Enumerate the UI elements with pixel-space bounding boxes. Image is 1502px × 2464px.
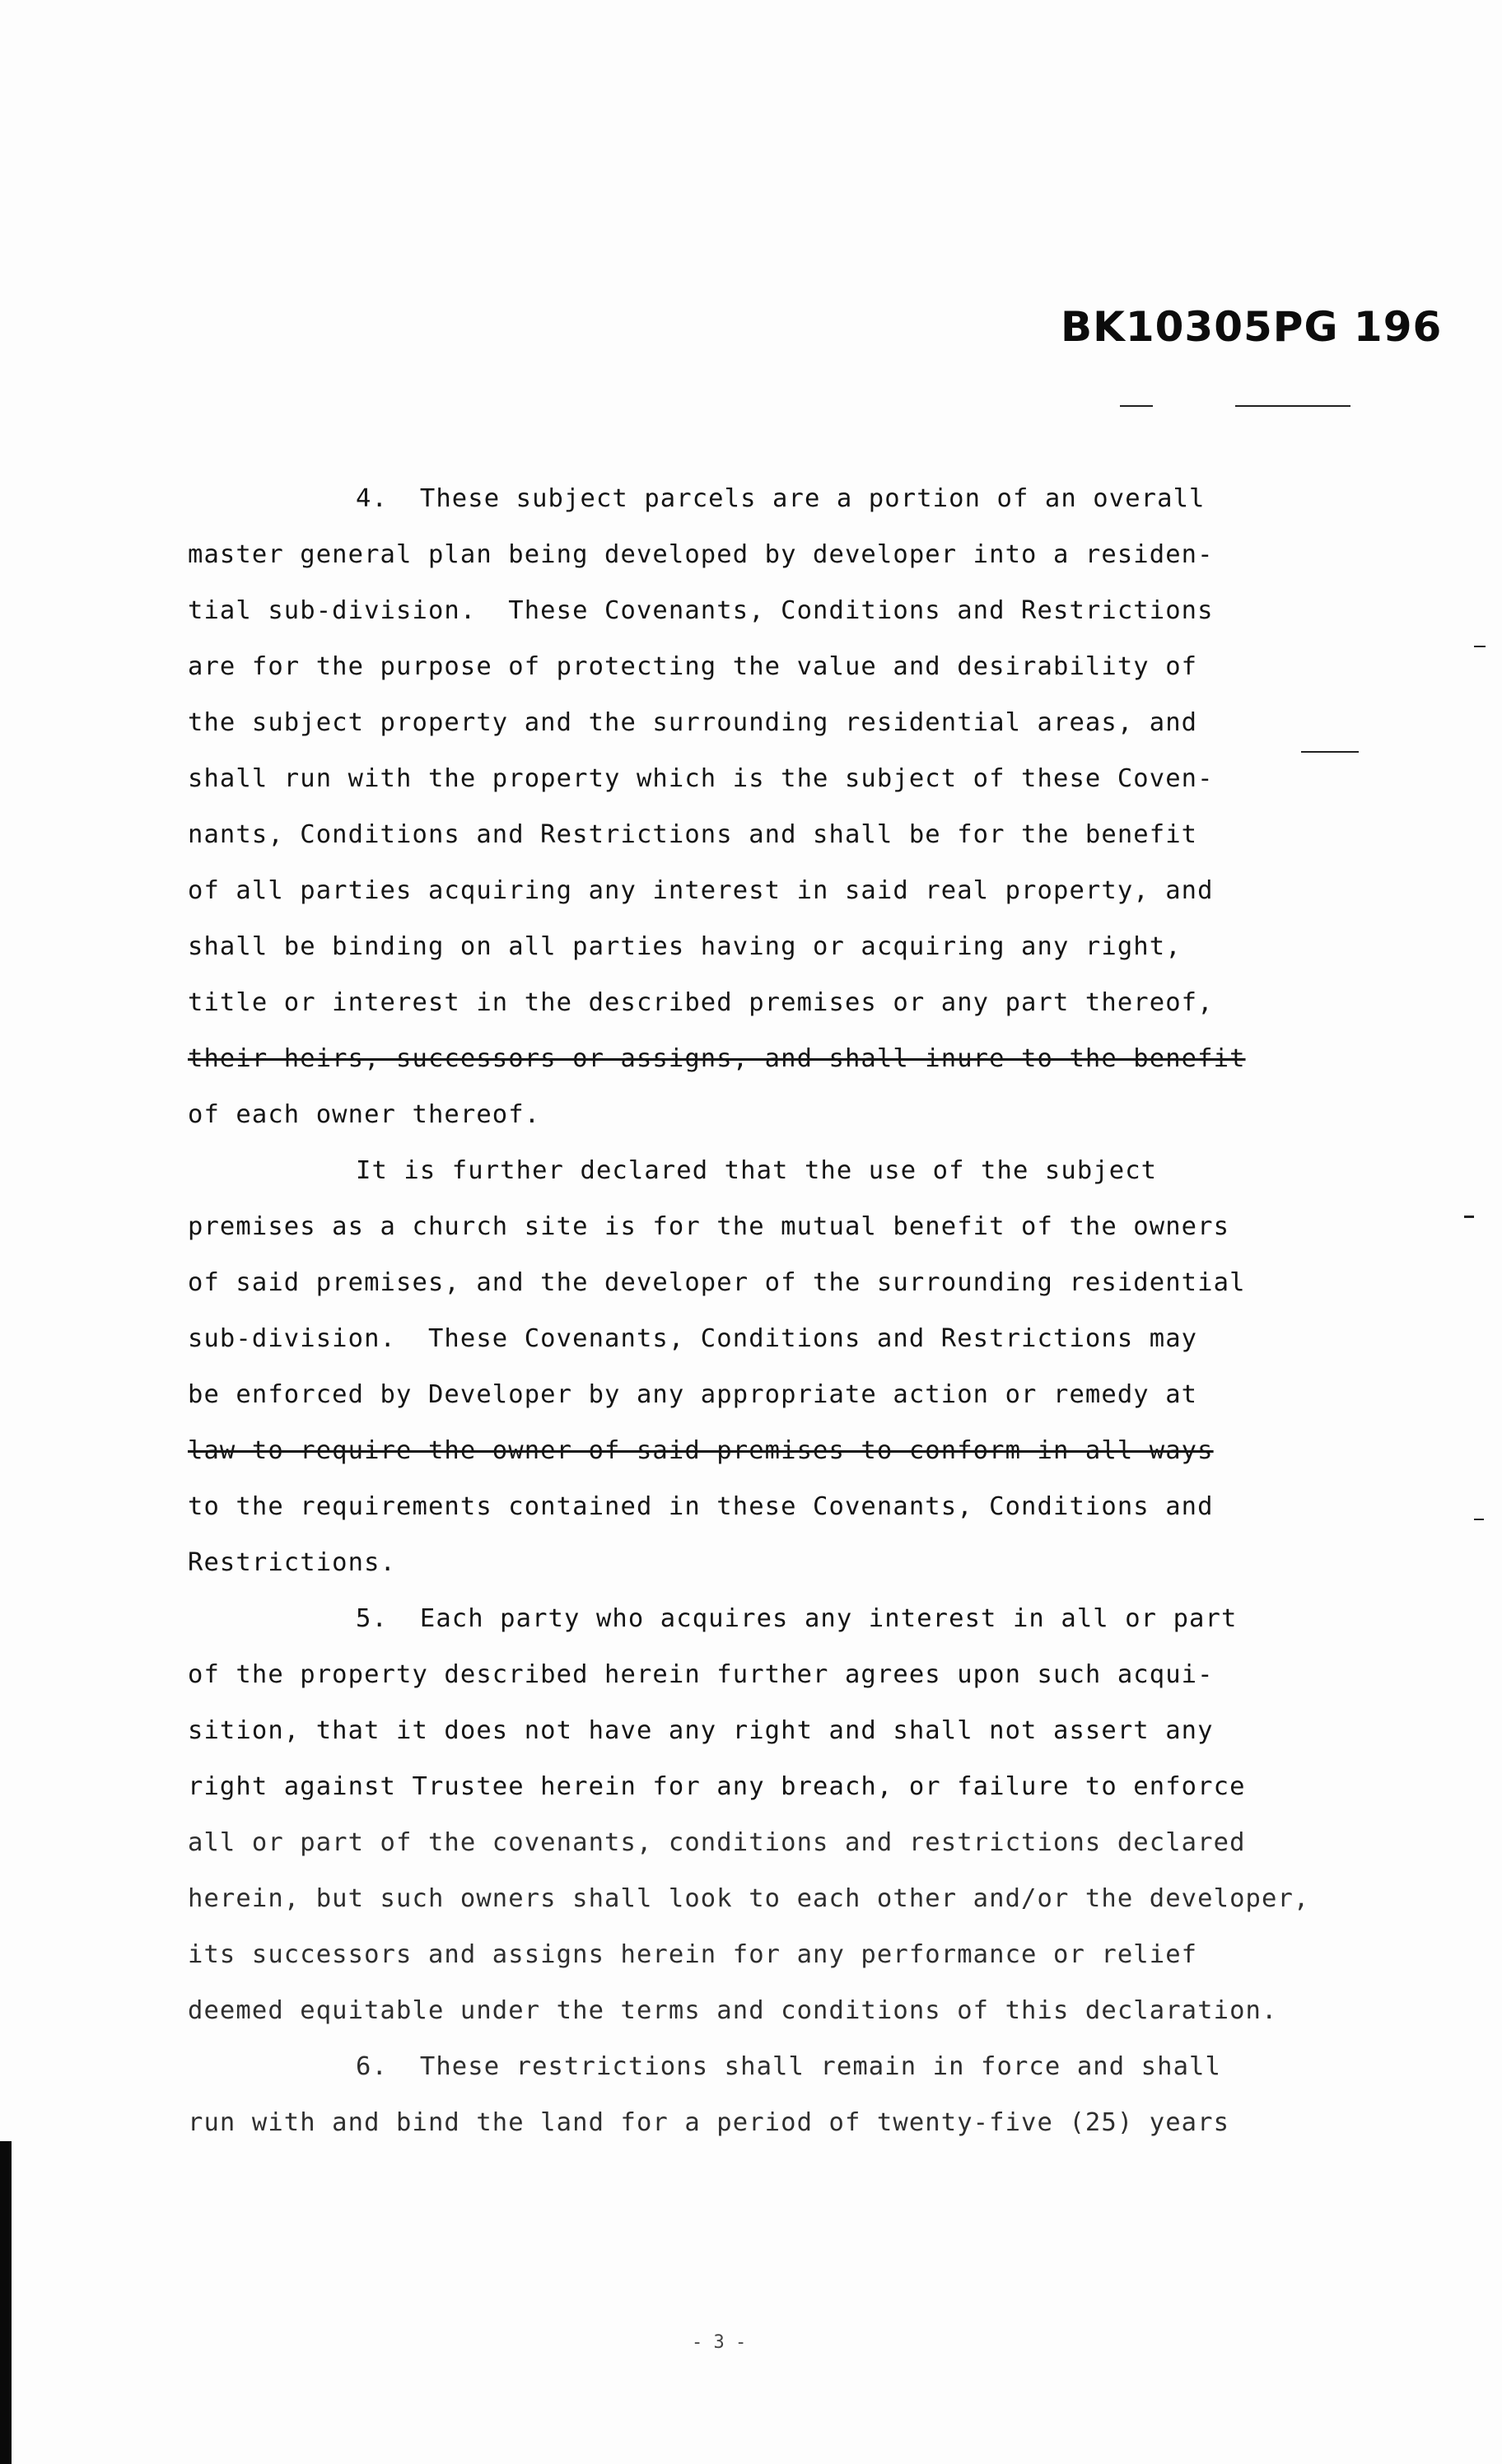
- body-line: title or interest in the described premises or any part thereof,: [188, 988, 1214, 1017]
- body-line: sub-division. These Covenants, Conditions and Restrictions may: [188, 1324, 1198, 1353]
- body-line: 6. These restrictions shall remain in force and shall: [356, 2052, 1221, 2081]
- body-line: the subject property and the surrounding residential areas, and: [188, 708, 1198, 737]
- body-line: sition, that it does not have any right and shall not assert any: [188, 1716, 1214, 1745]
- margin-dash: [1120, 405, 1153, 407]
- body-line: shall run with the property which is the subject of these Coven-: [188, 764, 1214, 793]
- body-line: of the property described herein further agrees upon such acqui-: [188, 1660, 1214, 1689]
- body-line: master general plan being developed by developer into a residen-: [188, 540, 1214, 569]
- margin-dash: [1235, 405, 1350, 407]
- body-line: right against Trustee herein for any breach, or failure to enforce: [188, 1772, 1246, 1801]
- body-line: their heirs, successors or assigns, and shall inure to the benefit: [188, 1044, 1246, 1073]
- margin-dash: [1474, 646, 1486, 647]
- body-line: are for the purpose of protecting the value and desirability of: [188, 652, 1198, 681]
- page-number: - 3 -: [692, 2332, 747, 2353]
- body-line: be enforced by Developer by any appropriate action or remedy at: [188, 1380, 1198, 1409]
- margin-dash: [1301, 751, 1359, 753]
- body-line: shall be binding on all parties having or acquiring any right,: [188, 932, 1182, 961]
- body-line: all or part of the covenants, conditions and restrictions declared: [188, 1828, 1246, 1857]
- body-line: of each owner thereof.: [188, 1100, 541, 1129]
- body-line: herein, but such owners shall look to each other and/or the developer,: [188, 1884, 1310, 1913]
- book-page-stamp: BK10305PG 196: [1061, 303, 1443, 351]
- body-line: premises as a church site is for the mutual benefit of the owners: [188, 1212, 1230, 1241]
- scan-edge-bar: [0, 2141, 12, 2464]
- body-line: nants, Conditions and Restrictions and shall be for the benefit: [188, 820, 1198, 849]
- margin-dash: [1464, 1216, 1474, 1218]
- body-line: It is further declared that the use of the subject: [356, 1156, 1158, 1185]
- body-line: 5. Each party who acquires any interest in all or part: [356, 1604, 1238, 1633]
- body-line: of all parties acquiring any interest in said real property, and: [188, 876, 1214, 905]
- body-line: run with and bind the land for a period of twenty-five (25) years: [188, 2108, 1230, 2137]
- margin-dash: [1474, 1519, 1484, 1520]
- body-line: its successors and assigns herein for any performance or relief: [188, 1940, 1198, 1969]
- body-line: Restrictions.: [188, 1548, 397, 1577]
- body-line: of said premises, and the developer of the surrounding residential: [188, 1268, 1246, 1297]
- body-line: 4. These subject parcels are a portion of an overall: [356, 484, 1206, 513]
- body-line: deemed equitable under the terms and conditions of this declaration.: [188, 1996, 1278, 2025]
- body-line: tial sub-division. These Covenants, Conditions and Restrictions: [188, 596, 1214, 625]
- body-line: to the requirements contained in these Covenants, Conditions and: [188, 1492, 1214, 1521]
- body-line: law to require the owner of said premises to conform in all ways: [188, 1436, 1214, 1465]
